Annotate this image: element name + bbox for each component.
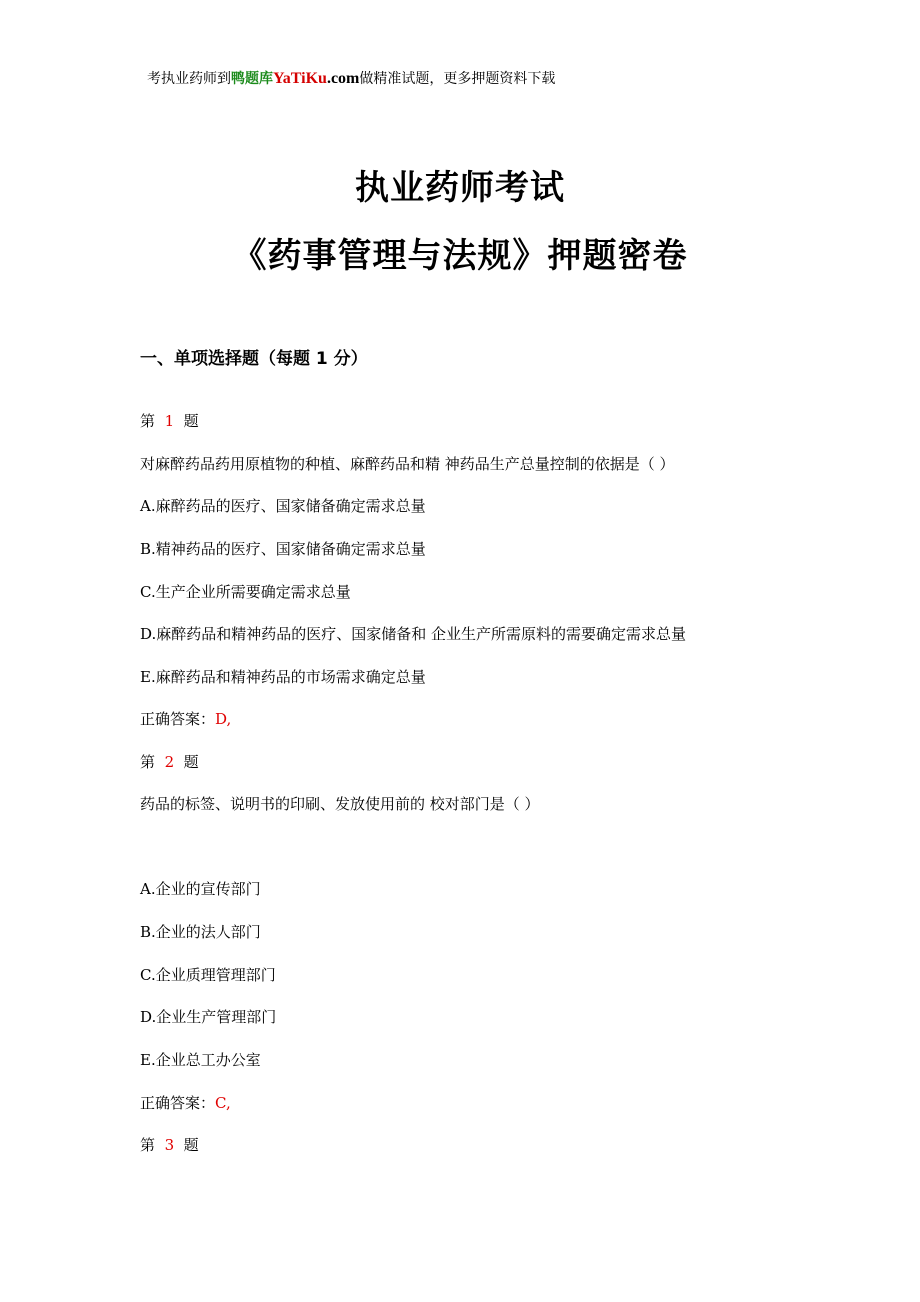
option-b[interactable]: B.企业的法人部门 — [140, 923, 261, 941]
header-prefix: 考执业药师到 — [147, 71, 231, 87]
brand-domain[interactable]: .com — [326, 70, 360, 87]
answer-value: D, — [215, 710, 232, 728]
question-number: 第 3 题 — [140, 1136, 199, 1154]
question-number-value: 2 — [164, 753, 175, 771]
question-number-value: 1 — [164, 412, 175, 430]
option-d[interactable]: D.企业生产管理部门 — [140, 1008, 277, 1026]
question-number: 第 2 题 — [140, 753, 199, 771]
question-number-value: 3 — [164, 1136, 175, 1154]
brand-name-cn[interactable]: 鸭题库 — [231, 71, 273, 87]
option-a[interactable]: A.麻醉药品的医疗、国家储备确定需求总量 — [140, 497, 426, 515]
option-e[interactable]: E.企业总工办公室 — [140, 1051, 261, 1069]
site-header — [147, 68, 555, 88]
question-number: 第 1 题 — [140, 412, 199, 430]
option-c[interactable]: C.企业质理管理部门 — [140, 966, 276, 984]
answer-line: 正确答案：C, — [140, 1094, 231, 1112]
question-stem: 对麻醉药品药用原植物的种植、麻醉药品和精 神药品生产总量控制的依据是（ ） — [140, 455, 675, 473]
document-title: 执业药师考试 — [355, 168, 565, 208]
brand-name-en[interactable]: YaTiKu — [273, 70, 327, 87]
option-d[interactable]: D.麻醉药品和精神药品的医疗、国家储备和 企业生产所需原料的需要确定需求总量 — [140, 625, 687, 643]
option-a[interactable]: A.企业的宣传部门 — [140, 880, 261, 898]
question-stem: 药品的标签、说明书的印刷、发放使用前的 校对部门是（ ） — [140, 795, 540, 813]
option-b[interactable]: B.精神药品的医疗、国家储备确定需求总量 — [140, 540, 426, 558]
option-c[interactable]: C.生产企业所需要确定需求总量 — [140, 583, 351, 601]
option-e[interactable]: E.麻醉药品和精神药品的市场需求确定总量 — [140, 668, 426, 686]
section-heading: 一、单项选择题（每题 1 分） — [140, 349, 368, 369]
header-suffix: 做精准试题，更多押题资料下载 — [359, 71, 556, 87]
answer-line: 正确答案：D, — [140, 710, 232, 728]
document-subtitle: 《药事管理与法规》押题密卷 — [232, 236, 688, 276]
answer-value: C, — [215, 1094, 231, 1112]
